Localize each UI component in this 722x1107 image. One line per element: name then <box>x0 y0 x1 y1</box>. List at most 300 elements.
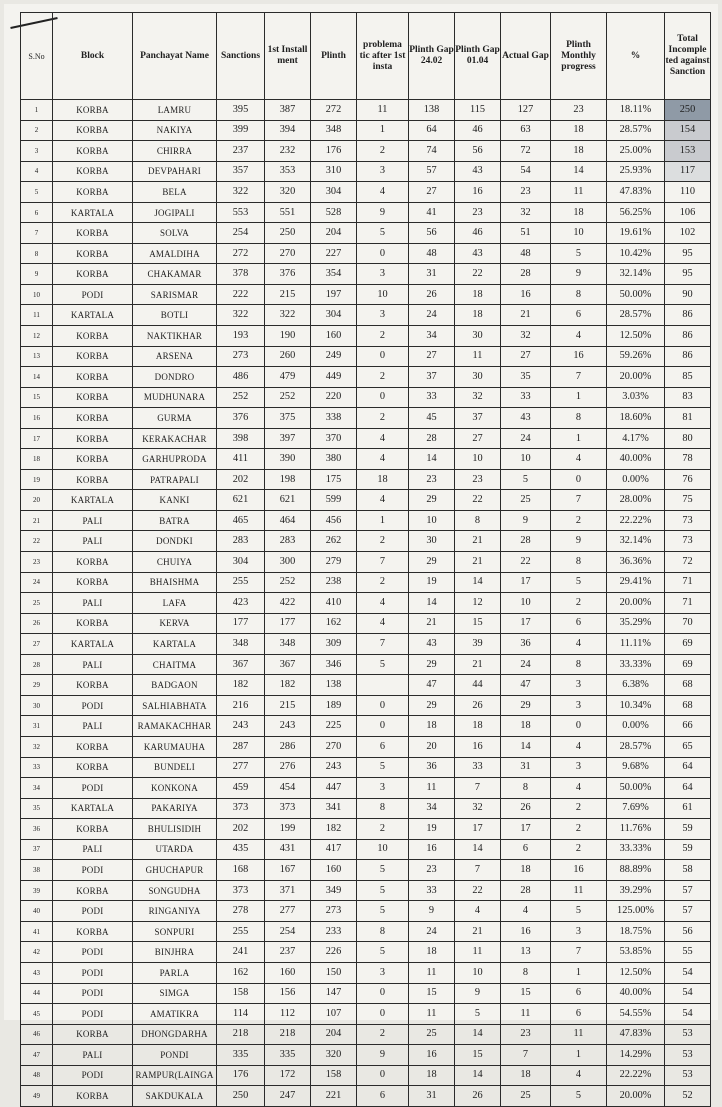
cell-sno: 29 <box>21 675 53 696</box>
cell-plinth-gap-0104: 37 <box>455 408 501 429</box>
cell-first-install: 375 <box>265 408 311 429</box>
table-row <box>21 1024 711 1045</box>
cell-actual-gap: 18 <box>501 860 551 881</box>
cell-plinth: 189 <box>311 695 357 716</box>
cell-first-install: 431 <box>265 839 311 860</box>
cell-plinth-gap-0104: 18 <box>455 284 501 305</box>
cell-actual-gap: 24 <box>501 654 551 675</box>
cell-problematic: 1 <box>357 120 409 141</box>
cell-first-install: 252 <box>265 387 311 408</box>
cell-actual-gap: 13 <box>501 942 551 963</box>
table-row <box>21 120 711 141</box>
cell-plinth-gap-2402: 41 <box>409 202 455 223</box>
cell-problematic: 0 <box>357 695 409 716</box>
cell-block: KORBA <box>53 819 133 840</box>
cell-actual-gap: 8 <box>501 778 551 799</box>
cell-total-incomplete: 71 <box>665 572 711 593</box>
table-row <box>21 962 711 983</box>
cell-plinth-gap-2402: 20 <box>409 736 455 757</box>
cell-block: KORBA <box>53 552 133 573</box>
document-sheet <box>4 4 718 1102</box>
cell-actual-gap: 24 <box>501 428 551 449</box>
cell-first-install: 254 <box>265 921 311 942</box>
cell-problematic: 5 <box>357 654 409 675</box>
cell-block: KORBA <box>53 120 133 141</box>
cell-sanctions: 398 <box>217 428 265 449</box>
cell-actual-gap: 28 <box>501 880 551 901</box>
cell-total-incomplete: 54 <box>665 962 711 983</box>
cell-block: KORBA <box>53 613 133 634</box>
cell-plinth-monthly: 5 <box>551 572 607 593</box>
cell-plinth-monthly: 4 <box>551 326 607 347</box>
cell-plinth: 150 <box>311 962 357 983</box>
cell-problematic: 2 <box>357 326 409 347</box>
cell-problematic: 3 <box>357 778 409 799</box>
cell-block: PALI <box>53 510 133 531</box>
cell-panchayat: JOGIPALI <box>133 202 217 223</box>
cell-panchayat: DONDRO <box>133 367 217 388</box>
cell-actual-gap: 26 <box>501 798 551 819</box>
cell-problematic: 3 <box>357 305 409 326</box>
cell-plinth: 270 <box>311 736 357 757</box>
cell-plinth: 243 <box>311 757 357 778</box>
header-row <box>21 13 711 100</box>
cell-block: KORBA <box>53 100 133 121</box>
header-first-install: 1st Install ment <box>265 13 311 100</box>
cell-sanctions: 399 <box>217 120 265 141</box>
cell-sno: 31 <box>21 716 53 737</box>
cell-sanctions: 162 <box>217 962 265 983</box>
cell-plinth-monthly: 3 <box>551 921 607 942</box>
cell-percent: 33.33% <box>607 839 665 860</box>
cell-sno: 14 <box>21 367 53 388</box>
cell-sanctions: 114 <box>217 1004 265 1025</box>
cell-actual-gap: 17 <box>501 819 551 840</box>
cell-sno: 49 <box>21 1086 53 1107</box>
cell-problematic: 2 <box>357 408 409 429</box>
table-row <box>21 675 711 696</box>
cell-plinth-gap-2402: 48 <box>409 243 455 264</box>
cell-percent: 18.60% <box>607 408 665 429</box>
cell-plinth-monthly: 4 <box>551 1065 607 1086</box>
cell-problematic: 18 <box>357 469 409 490</box>
cell-first-install: 335 <box>265 1045 311 1066</box>
cell-percent: 28.00% <box>607 490 665 511</box>
cell-plinth-gap-0104: 11 <box>455 942 501 963</box>
cell-sno: 45 <box>21 1004 53 1025</box>
header-total-incomplete: Total Incomple ted against Sanction <box>665 13 711 100</box>
table-row <box>21 757 711 778</box>
cell-sanctions: 459 <box>217 778 265 799</box>
table-row <box>21 778 711 799</box>
cell-plinth-gap-2402: 23 <box>409 469 455 490</box>
table-row <box>21 983 711 1004</box>
cell-plinth-gap-0104: 11 <box>455 346 501 367</box>
cell-plinth-gap-0104: 17 <box>455 819 501 840</box>
cell-problematic: 11 <box>357 100 409 121</box>
cell-plinth-gap-2402: 31 <box>409 1086 455 1107</box>
cell-plinth: 346 <box>311 654 357 675</box>
cell-sanctions: 322 <box>217 182 265 203</box>
cell-plinth-monthly: 9 <box>551 264 607 285</box>
cell-block: KORBA <box>53 326 133 347</box>
cell-plinth-gap-0104: 30 <box>455 326 501 347</box>
cell-problematic: 7 <box>357 634 409 655</box>
cell-first-install: 320 <box>265 182 311 203</box>
cell-plinth-gap-2402: 34 <box>409 326 455 347</box>
cell-sanctions: 357 <box>217 161 265 182</box>
cell-first-install: 112 <box>265 1004 311 1025</box>
cell-plinth-gap-2402: 14 <box>409 593 455 614</box>
cell-plinth-gap-0104: 27 <box>455 428 501 449</box>
cell-problematic: 5 <box>357 942 409 963</box>
cell-plinth: 147 <box>311 983 357 1004</box>
cell-block: KARTALA <box>53 490 133 511</box>
cell-plinth: 226 <box>311 942 357 963</box>
cell-plinth: 158 <box>311 1065 357 1086</box>
cell-plinth: 341 <box>311 798 357 819</box>
cell-first-install: 322 <box>265 305 311 326</box>
table-row <box>21 716 711 737</box>
cell-plinth-gap-0104: 43 <box>455 161 501 182</box>
cell-sno: 20 <box>21 490 53 511</box>
cell-panchayat: PAKARIYA <box>133 798 217 819</box>
cell-block: PALI <box>53 593 133 614</box>
cell-plinth-monthly: 5 <box>551 901 607 922</box>
cell-plinth-gap-2402: 16 <box>409 839 455 860</box>
cell-panchayat: RAMAKACHHAR <box>133 716 217 737</box>
cell-total-incomplete: 110 <box>665 182 711 203</box>
cell-total-incomplete: 95 <box>665 264 711 285</box>
cell-problematic: 9 <box>357 202 409 223</box>
cell-panchayat: SOLVA <box>133 223 217 244</box>
cell-percent: 20.00% <box>607 367 665 388</box>
cell-actual-gap: 43 <box>501 408 551 429</box>
cell-percent: 18.11% <box>607 100 665 121</box>
cell-plinth-gap-2402: 138 <box>409 100 455 121</box>
cell-actual-gap: 47 <box>501 675 551 696</box>
cell-plinth-gap-0104: 115 <box>455 100 501 121</box>
cell-actual-gap: 7 <box>501 1045 551 1066</box>
cell-plinth-gap-0104: 12 <box>455 593 501 614</box>
cell-actual-gap: 32 <box>501 202 551 223</box>
table-row <box>21 552 711 573</box>
cell-actual-gap: 17 <box>501 572 551 593</box>
cell-block: KARTALA <box>53 305 133 326</box>
table-row <box>21 305 711 326</box>
cell-sno: 32 <box>21 736 53 757</box>
cell-sno: 11 <box>21 305 53 326</box>
cell-total-incomplete: 53 <box>665 1065 711 1086</box>
cell-sanctions: 376 <box>217 408 265 429</box>
cell-plinth: 320 <box>311 1045 357 1066</box>
cell-percent: 12.50% <box>607 962 665 983</box>
cell-plinth-gap-0104: 22 <box>455 264 501 285</box>
table-row <box>21 264 711 285</box>
cell-total-incomplete: 73 <box>665 510 711 531</box>
cell-first-install: 218 <box>265 1024 311 1045</box>
cell-sanctions: 272 <box>217 243 265 264</box>
cell-actual-gap: 54 <box>501 161 551 182</box>
cell-sanctions: 304 <box>217 552 265 573</box>
cell-plinth-monthly: 2 <box>551 798 607 819</box>
cell-plinth-monthly: 1 <box>551 428 607 449</box>
cell-panchayat: NAKIYA <box>133 120 217 141</box>
cell-sno: 24 <box>21 572 53 593</box>
cell-sno: 5 <box>21 182 53 203</box>
cell-total-incomplete: 59 <box>665 819 711 840</box>
cell-first-install: 394 <box>265 120 311 141</box>
cell-plinth-gap-0104: 23 <box>455 202 501 223</box>
cell-plinth-gap-0104: 21 <box>455 531 501 552</box>
cell-first-install: 260 <box>265 346 311 367</box>
cell-problematic: 0 <box>357 1065 409 1086</box>
cell-percent: 11.76% <box>607 819 665 840</box>
cell-sno: 27 <box>21 634 53 655</box>
table-row <box>21 284 711 305</box>
cell-sanctions: 250 <box>217 1086 265 1107</box>
cell-plinth: 225 <box>311 716 357 737</box>
cell-plinth: 160 <box>311 860 357 881</box>
cell-block: PODI <box>53 695 133 716</box>
table-header <box>21 13 711 100</box>
cell-plinth-monthly: 9 <box>551 531 607 552</box>
cell-actual-gap: 15 <box>501 983 551 1004</box>
cell-actual-gap: 25 <box>501 490 551 511</box>
cell-percent: 9.68% <box>607 757 665 778</box>
cell-percent: 28.57% <box>607 305 665 326</box>
cell-sno: 18 <box>21 449 53 470</box>
cell-block: KORBA <box>53 243 133 264</box>
table-row <box>21 901 711 922</box>
cell-percent: 53.85% <box>607 942 665 963</box>
cell-sno: 25 <box>21 593 53 614</box>
table-row <box>21 182 711 203</box>
cell-plinth-monthly: 11 <box>551 880 607 901</box>
cell-plinth: 349 <box>311 880 357 901</box>
cell-total-incomplete: 81 <box>665 408 711 429</box>
cell-block: PALI <box>53 654 133 675</box>
cell-block: KORBA <box>53 1024 133 1045</box>
cell-first-install: 250 <box>265 223 311 244</box>
table-row <box>21 572 711 593</box>
cell-plinth-monthly: 4 <box>551 634 607 655</box>
cell-total-incomplete: 250 <box>665 100 711 121</box>
cell-plinth-gap-2402: 64 <box>409 120 455 141</box>
cell-actual-gap: 5 <box>501 469 551 490</box>
cell-percent: 3.03% <box>607 387 665 408</box>
cell-actual-gap: 6 <box>501 839 551 860</box>
cell-plinth: 197 <box>311 284 357 305</box>
cell-total-incomplete: 55 <box>665 942 711 963</box>
table-row <box>21 921 711 942</box>
table-row <box>21 161 711 182</box>
cell-problematic: 7 <box>357 552 409 573</box>
cell-problematic: 2 <box>357 367 409 388</box>
cell-sanctions: 158 <box>217 983 265 1004</box>
cell-plinth: 417 <box>311 839 357 860</box>
cell-plinth-gap-2402: 19 <box>409 819 455 840</box>
cell-plinth-gap-2402: 24 <box>409 305 455 326</box>
cell-actual-gap: 21 <box>501 305 551 326</box>
table-row <box>21 510 711 531</box>
cell-plinth-gap-2402: 11 <box>409 962 455 983</box>
cell-plinth: 221 <box>311 1086 357 1107</box>
cell-plinth: 138 <box>311 675 357 696</box>
cell-sanctions: 322 <box>217 305 265 326</box>
cell-total-incomplete: 57 <box>665 901 711 922</box>
table-row <box>21 1086 711 1107</box>
cell-sanctions: 435 <box>217 839 265 860</box>
cell-total-incomplete: 154 <box>665 120 711 141</box>
table-row <box>21 634 711 655</box>
header-plinth: Plinth <box>311 13 357 100</box>
cell-panchayat: BINJHRA <box>133 942 217 963</box>
cell-total-incomplete: 64 <box>665 757 711 778</box>
cell-plinth-gap-0104: 18 <box>455 716 501 737</box>
cell-sno: 48 <box>21 1065 53 1086</box>
cell-plinth-monthly: 23 <box>551 100 607 121</box>
cell-plinth-monthly: 8 <box>551 552 607 573</box>
cell-actual-gap: 8 <box>501 962 551 983</box>
cell-first-install: 237 <box>265 942 311 963</box>
cell-actual-gap: 27 <box>501 346 551 367</box>
cell-plinth-gap-0104: 14 <box>455 1065 501 1086</box>
cell-sanctions: 182 <box>217 675 265 696</box>
cell-total-incomplete: 70 <box>665 613 711 634</box>
cell-total-incomplete: 75 <box>665 490 711 511</box>
cell-first-install: 252 <box>265 572 311 593</box>
cell-first-install: 390 <box>265 449 311 470</box>
cell-problematic: 0 <box>357 387 409 408</box>
cell-panchayat: DEVPAHARI <box>133 161 217 182</box>
cell-total-incomplete: 68 <box>665 675 711 696</box>
cell-sanctions: 486 <box>217 367 265 388</box>
cell-problematic: 2 <box>357 531 409 552</box>
cell-problematic: 3 <box>357 161 409 182</box>
table-row <box>21 860 711 881</box>
cell-panchayat: KARUMAUHA <box>133 736 217 757</box>
cell-panchayat: GURMA <box>133 408 217 429</box>
cell-problematic: 5 <box>357 757 409 778</box>
cell-sanctions: 373 <box>217 798 265 819</box>
cell-actual-gap: 16 <box>501 284 551 305</box>
table-row <box>21 531 711 552</box>
cell-panchayat: CHAKAMAR <box>133 264 217 285</box>
cell-first-install: 277 <box>265 901 311 922</box>
cell-sanctions: 273 <box>217 346 265 367</box>
cell-plinth-gap-0104: 7 <box>455 860 501 881</box>
cell-total-incomplete: 68 <box>665 695 711 716</box>
cell-first-install: 172 <box>265 1065 311 1086</box>
table-row <box>21 593 711 614</box>
cell-plinth: 309 <box>311 634 357 655</box>
cell-sanctions: 367 <box>217 654 265 675</box>
cell-plinth-monthly: 16 <box>551 860 607 881</box>
cell-plinth-gap-2402: 47 <box>409 675 455 696</box>
table-row <box>21 141 711 162</box>
cell-panchayat: AMALDIHA <box>133 243 217 264</box>
cell-plinth: 227 <box>311 243 357 264</box>
cell-percent: 22.22% <box>607 1065 665 1086</box>
cell-sno: 4 <box>21 161 53 182</box>
cell-actual-gap: 48 <box>501 243 551 264</box>
cell-total-incomplete: 80 <box>665 428 711 449</box>
cell-first-install: 286 <box>265 736 311 757</box>
table-row <box>21 880 711 901</box>
cell-plinth: 310 <box>311 161 357 182</box>
cell-block: PODI <box>53 1004 133 1025</box>
cell-plinth: 273 <box>311 901 357 922</box>
cell-plinth: 528 <box>311 202 357 223</box>
cell-percent: 18.75% <box>607 921 665 942</box>
cell-plinth: 348 <box>311 120 357 141</box>
cell-plinth-gap-2402: 57 <box>409 161 455 182</box>
cell-plinth-monthly: 10 <box>551 223 607 244</box>
cell-first-install: 454 <box>265 778 311 799</box>
cell-panchayat: BHAISHMA <box>133 572 217 593</box>
cell-total-incomplete: 65 <box>665 736 711 757</box>
cell-sno: 46 <box>21 1024 53 1045</box>
table-row <box>21 1045 711 1066</box>
cell-sno: 19 <box>21 469 53 490</box>
cell-block: KORBA <box>53 469 133 490</box>
cell-block: PODI <box>53 942 133 963</box>
cell-first-install: 232 <box>265 141 311 162</box>
cell-sno: 39 <box>21 880 53 901</box>
cell-plinth-gap-2402: 36 <box>409 757 455 778</box>
cell-sanctions: 395 <box>217 100 265 121</box>
cell-percent: 7.69% <box>607 798 665 819</box>
cell-actual-gap: 10 <box>501 449 551 470</box>
cell-problematic: 10 <box>357 284 409 305</box>
cell-panchayat: KONKONA <box>133 778 217 799</box>
cell-block: KORBA <box>53 264 133 285</box>
cell-actual-gap: 36 <box>501 634 551 655</box>
table-row <box>21 367 711 388</box>
table-row <box>21 346 711 367</box>
cell-first-install: 182 <box>265 675 311 696</box>
cell-sno: 17 <box>21 428 53 449</box>
incomplete-houses-table <box>20 12 711 1107</box>
cell-plinth-gap-2402: 18 <box>409 716 455 737</box>
cell-plinth-gap-0104: 26 <box>455 695 501 716</box>
cell-block: KORBA <box>53 675 133 696</box>
cell-plinth-monthly: 2 <box>551 510 607 531</box>
header-sno: S.No <box>21 13 53 100</box>
cell-plinth-gap-0104: 14 <box>455 572 501 593</box>
cell-panchayat: UTARDA <box>133 839 217 860</box>
cell-first-install: 353 <box>265 161 311 182</box>
cell-total-incomplete: 66 <box>665 716 711 737</box>
cell-sno: 3 <box>21 141 53 162</box>
cell-plinth: 176 <box>311 141 357 162</box>
cell-plinth-gap-2402: 23 <box>409 860 455 881</box>
cell-plinth-monthly: 8 <box>551 654 607 675</box>
cell-plinth-monthly: 3 <box>551 757 607 778</box>
cell-percent: 39.29% <box>607 880 665 901</box>
cell-plinth: 304 <box>311 182 357 203</box>
cell-plinth-gap-0104: 10 <box>455 449 501 470</box>
cell-actual-gap: 18 <box>501 1065 551 1086</box>
cell-actual-gap: 4 <box>501 901 551 922</box>
cell-panchayat: PONDI <box>133 1045 217 1066</box>
cell-percent: 4.17% <box>607 428 665 449</box>
cell-panchayat: AMATIKRA <box>133 1004 217 1025</box>
cell-plinth-monthly: 7 <box>551 490 607 511</box>
cell-plinth-gap-2402: 29 <box>409 654 455 675</box>
cell-plinth-monthly: 18 <box>551 120 607 141</box>
